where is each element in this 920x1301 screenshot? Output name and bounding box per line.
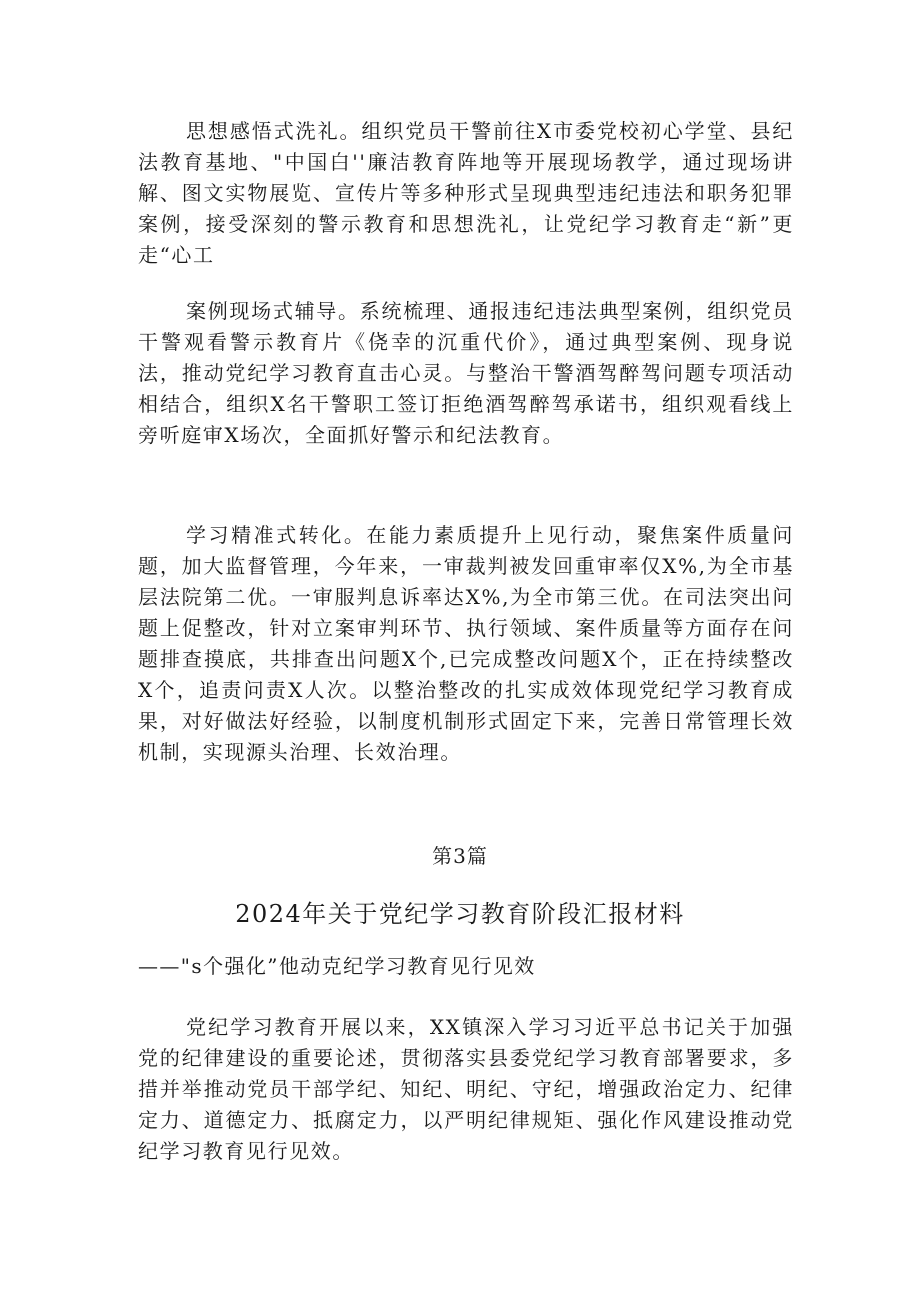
paragraph-case-guidance: 案例现场式辅导。系统梳理、通报违纪违法典型案例，组织党员干警观看警示教育片《侥幸的沉重代价》，通过典型案例、现身说法，推动党纪学习教育直击心灵。与整治干警酒驾醉驾问题专项活动相结合，组织X名干警职工签订拒绝酒驾醉驾承诺书，组织观看线上旁听庭审X场次，全面抓好警示和纪法教育。 — [138, 299, 794, 447]
paragraph-ideological-cleansing: 思想感悟式洗礼。组织党员干警前往X市委党校初心学堂、县纪法教育基地、"中国白''廉洁教育阵地等开展现场教学，通过现场讲解、图文实物展览、宣传片等多种形式呈现典型违纪违法和职务犯罪案例，接受深刻的警示教育和思想洗礼，让党纪学习教育走“新”更走“心工 — [138, 119, 794, 267]
paragraph-learning-transformation: 学习精准式转化。在能力素质提升上见行动，聚焦案件质量问题，加大监督管理，今年来，一审裁判被发回重审率仅X%,为全市基层法院第二优。一审服判息诉率达X%,为全市第三优。在司法突出问题上促整改，针对立案审判环节、执行领域、案件质量等方面存在问题排查摸底，共排查出问题X个,已完成整改问题X个，正在持续整改X个，追责问责X人次。以整治整改的扎实成效体现党纪学习教育成果，对好做法好经验，以制度机制形式固定下来，完善日常管理长效机制，实现源头治理、长效治理。 — [138, 523, 794, 764]
section-label: 第3篇 — [432, 844, 488, 868]
document-title: 2024年关于党纪学习教育阶段汇报材料 — [235, 900, 685, 928]
paragraph-intro: 党纪学习教育开展以来，XX镇深入学习习近平总书记关于加强党的纪律建设的重要论述，贯彻落实县委党纪学习教育部署要求，多措并举推动党员干部学纪、知纪、明纪、守纪，增强政治定力、纪律定力、道德定力、抵腐定力，以严明纪律规矩、强化作风建设推动党纪学习教育见行见效。 — [138, 1015, 794, 1163]
document-subtitle: ——"s个强化”他动克纪学习教育见行见效 — [138, 954, 536, 978]
